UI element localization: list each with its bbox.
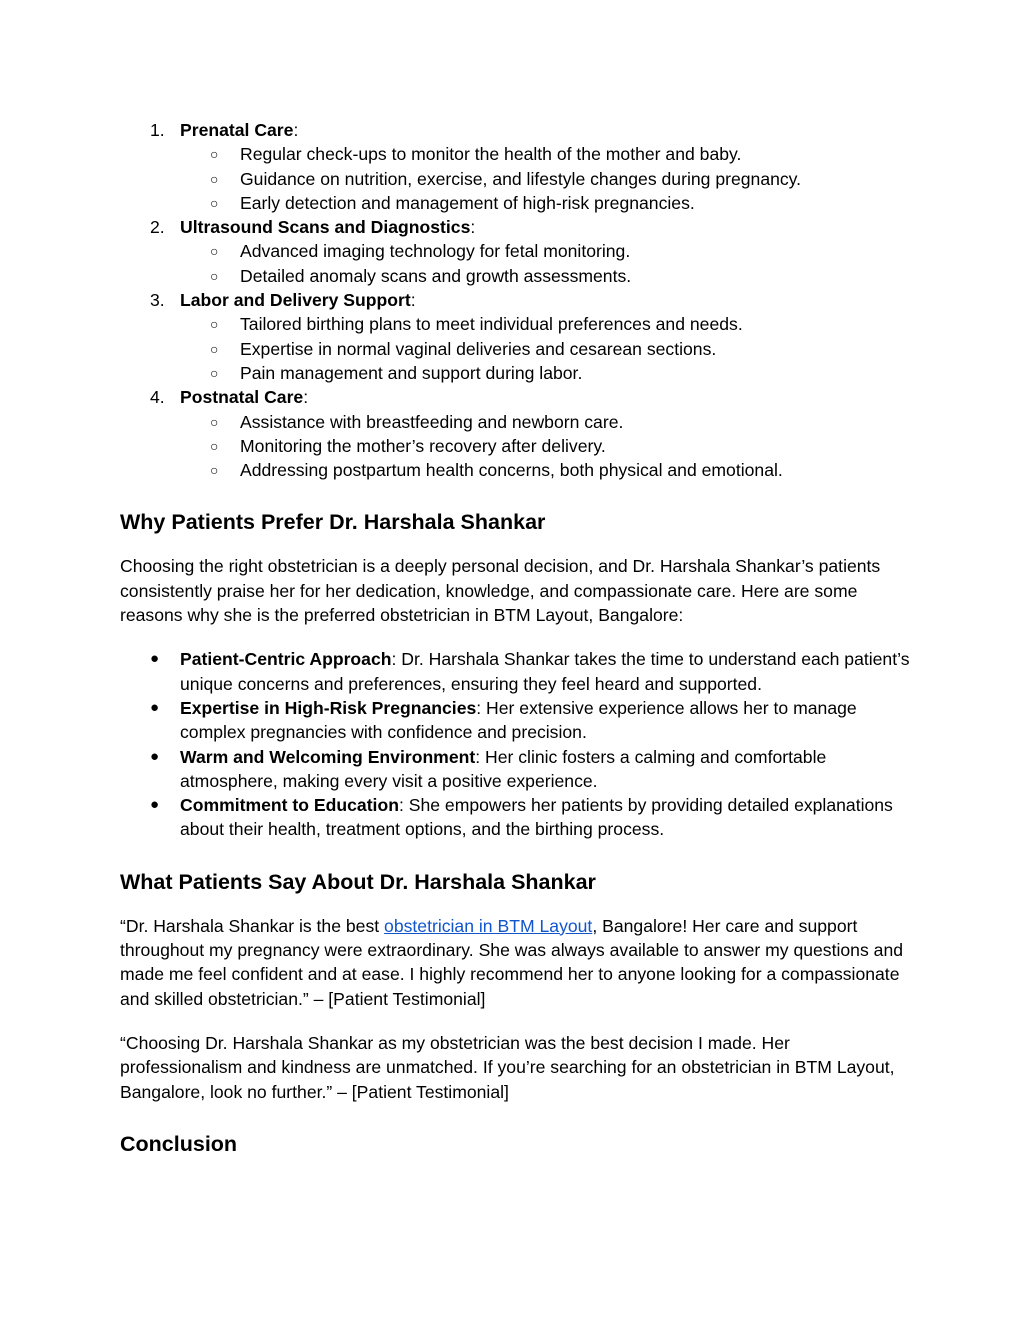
list-item: ○ Assistance with breastfeeding and newborn care. [180,410,910,434]
bullet-icon: ● [150,650,160,668]
list-item: ○ Advanced imaging technology for fetal monitoring. [180,239,910,263]
testimonial-paragraph: “Choosing Dr. Harshala Shankar as my obstetrician was the best decision I made. Her professionalism and kindness are unmatched. If you’re searching for an obstetrician in BTM Layout, Bangalore, look no further.” – [Patient Testimonial] [120,1032,895,1102]
service-item: 3. Labor and Delivery Support: ○ Tailored birthing plans to meet individual preferences and needs. ○ Expertise in normal vaginal deliveries and cesarean sections. ○ Pain management and support during labor. [120,288,910,385]
list-number: 1. [150,120,165,140]
circle-bullet-icon: ○ [210,194,219,211]
circle-bullet-icon: ○ [210,243,219,260]
list-number: 2. [150,217,165,238]
list-item: ○ Expertise in normal vaginal deliveries and cesarean sections. [180,337,910,361]
list-number: 4. [150,387,165,408]
list-item: ○ Detailed anomaly scans and growth assessments. [180,264,910,288]
circle-bullet-icon: ○ [210,437,219,454]
circle-bullet-icon: ○ [210,146,219,163]
section-heading-conclusion: Conclusion [120,1131,238,1156]
service-subitems [180,312,910,385]
service-item: 1. Prenatal Care: ○ Regular check-ups to monitor the health of the mother and baby. ○ Guidance on nutrition, exercise, and lifestyle changes during pregnancy. ○ Early detection and management of high-risk pregnancies. [120,118,910,215]
circle-bullet-icon: ○ [210,413,219,430]
service-item: 4. Postnatal Care: ○ Assistance with breastfeeding and newborn care. ○ Monitoring the mother’s recovery after delivery. ○ Addressing postpartum health concerns, both physical and emotional. [120,385,910,482]
document-content [120,118,910,1158]
reasons-list [120,647,910,841]
list-item: ○ Addressing postpartum health concerns, both physical and emotional. [180,458,910,482]
service-title: Ultrasound Scans and Diagnostics [180,217,471,238]
service-title: Prenatal Care [180,120,294,140]
list-item: ○ Early detection and management of high-risk pregnancies. [180,191,910,215]
list-item: ○ Pain management and support during labor. [180,361,910,385]
circle-bullet-icon: ○ [210,462,219,479]
service-item: 2. Ultrasound Scans and Diagnostics: ○ Advanced imaging technology for fetal monitoring. ○ Detailed anomaly scans and growth assessments. [120,215,910,288]
circle-bullet-icon: ○ [210,267,219,284]
bullet-icon: ● [150,698,160,716]
bullet-icon: ● [150,796,160,814]
list-item: ● Patient-Centric Approach: Dr. Harshala Shankar takes the time to understand each patient’s unique concerns and preferences, ensuring they feel heard and supported. [150,649,910,694]
list-item: ○ Guidance on nutrition, exercise, and lifestyle changes during pregnancy. [180,167,910,191]
obstetrician-link[interactable]: obstetrician in BTM Layout [384,915,593,936]
circle-bullet-icon: ○ [210,364,219,381]
bullet-icon: ● [150,747,160,765]
why-intro-paragraph: Choosing the right obstetrician is a deeply personal decision, and Dr. Harshala Shankar’s patients consistently praise her for her dedication, knowledge, and compassionate care. Here are some reasons why she is the preferred obstetrician in BTM Layout, Bangalore: [120,556,881,626]
section-heading-why: Why Patients Prefer Dr. Harshala Shankar [120,510,546,535]
list-number: 3. [150,290,165,311]
list-item: ○ Monitoring the mother’s recovery after delivery. [180,434,910,458]
services-list [120,118,910,482]
list-item: ● Expertise in High-Risk Pregnancies: Her extensive experience allows her to manage complex pregnancies with confidence and precision. [150,697,857,743]
circle-bullet-icon: ○ [210,340,219,357]
circle-bullet-icon: ○ [210,316,219,333]
service-subitems [180,410,910,483]
service-subitems [180,239,910,288]
testimonial-paragraph: “Dr. Harshala Shankar is the best obstetrician in BTM Layout, Bangalore! Her care and support throughout my pregnancy were extraordinary. She was always available to answer my questions and made me feel confident and at ease. I highly recommend her to anyone looking for a compassionate and skilled obstetrician.” – [Patient Testimonial] [120,915,904,1009]
list-item: ● Warm and Welcoming Environment: Her clinic fosters a calming and comfortable atmosphere, making every visit a positive experience. [150,746,827,791]
list-item: ○ Regular check-ups to monitor the health of the mother and baby. [180,142,910,166]
service-subitems [180,142,910,215]
list-item: ● Commitment to Education: She empowers her patients by providing detailed explanations about their health, treatment options, and the birthing process. [150,795,893,840]
service-title: Postnatal Care [180,387,304,408]
section-heading-testimonials: What Patients Say About Dr. Harshala Shankar [120,869,596,894]
service-title: Labor and Delivery Support [180,290,411,311]
list-item: ○ Tailored birthing plans to meet individual preferences and needs. [180,312,910,336]
circle-bullet-icon: ○ [210,170,219,187]
